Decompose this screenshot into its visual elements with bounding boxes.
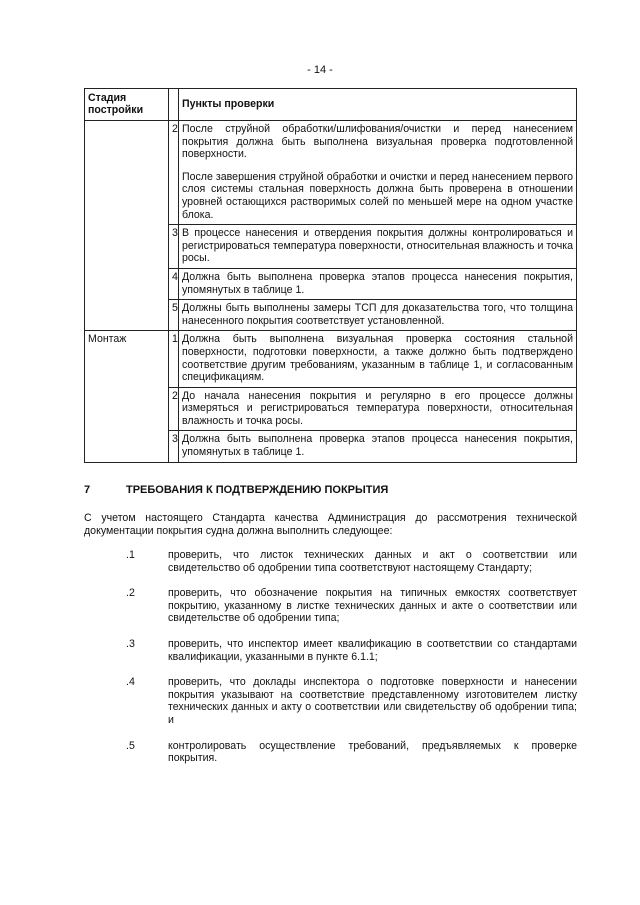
check-text [179, 387, 577, 431]
list-item [84, 549, 577, 574]
page-number: - 14 - [307, 64, 333, 76]
table-row [85, 331, 577, 387]
list-item [84, 587, 577, 625]
list-item [84, 740, 577, 765]
row-number: 2 [169, 387, 179, 431]
item-number: .2 [126, 587, 135, 600]
check-paragraph: Должна быть выполнена визуальная проверка состояния стальной поверхности, подготовки поверхности, а также должно быть подтверждено соответствие другим требованиям, указанным в таблице 1, и согласованным спецификациям. [182, 333, 573, 384]
check-text [179, 268, 577, 299]
check-text [179, 331, 577, 387]
inspection-table [84, 88, 577, 463]
list-item [84, 676, 577, 726]
stage-cell: Монтаж [85, 331, 169, 462]
header-stage: Стадия постройки [85, 89, 169, 121]
check-paragraph: После завершения струйной обработки и очистки и перед нанесением первого слоя системы стальная поверхность должна быть проверена в отношении уровней остающихся растворимых солей по меньшей мере на одном участке блока. [182, 170, 573, 221]
check-paragraph: В процессе нанесения и отвердения покрытия должны контролироваться и регистрироваться температура поверхности, относительная влажность и точка росы. [182, 227, 573, 265]
item-number: .1 [126, 549, 135, 561]
item-text: проверить, что доклады инспектора о подготовке поверхности и нанесении покрытия указывают на соответствие представленному изготовителем листку технических данных и акту о соответствии или свидетельству об одобрении типа; и [168, 676, 577, 726]
check-paragraph: Должны быть выполнены замеры ТСП для доказательства того, что толщина нанесенного покрытия соответствует установленной. [182, 302, 573, 327]
header-num [169, 89, 179, 121]
check-paragraph: До начала нанесения покрытия и регулярно в его процессе должны измеряться и регистрироваться температура поверхности, относительная влажность и точка росы. [182, 389, 573, 427]
row-number: 2 [169, 121, 179, 225]
list-item [84, 638, 577, 663]
item-text: проверить, что инспектор имеет квалификацию в соответствии со стандартами квалификации, указанными в пункте 6.1.1; [168, 637, 577, 663]
check-text [179, 225, 577, 269]
stage-cell [85, 121, 169, 331]
section-heading [84, 484, 577, 497]
item-text: проверить, что листок технических данных и акт о соответствии или свидетельство об одобрении типа соответствуют настоящему Стандарту; [168, 549, 577, 574]
table-header-row [85, 89, 577, 121]
header-points: Пункты проверки [179, 89, 577, 121]
section-intro: С учетом настоящего Стандарта качества Администрация до рассмотрения технической документации покрытия судна должна выполнить следующее: [84, 512, 577, 537]
item-number: .4 [126, 676, 135, 689]
check-text [179, 431, 577, 462]
check-text [179, 121, 577, 225]
row-number: 4 [169, 268, 179, 299]
section-number: 7 [84, 484, 91, 496]
item-text: контролировать осуществление требований, предъявляемых к проверке покрытия. [168, 739, 577, 765]
check-paragraph: Должна быть выполнена проверка этапов процесса нанесения покрытия, упомянутых в таблице 1. [182, 433, 573, 459]
section-title: ТРЕБОВАНИЯ К ПОДТВЕРЖДЕНИЮ ПОКРЫТИЯ [126, 484, 389, 496]
item-number: .3 [126, 637, 135, 650]
table-row [85, 121, 577, 225]
check-text [179, 300, 577, 331]
row-number: 1 [169, 331, 179, 387]
item-text: проверить, что обозначение покрытия на типичных емкостях соответствует покрытию, указанному в листке технических данных и акте о соответствии или свидетельстве об одобрении типа; [168, 587, 577, 625]
row-number: 3 [169, 431, 179, 462]
row-number: 5 [169, 300, 179, 331]
row-number: 3 [169, 225, 179, 269]
check-paragraph: Должна быть выполнена проверка этапов процесса нанесения покрытия, упомянутых в таблице 1. [182, 270, 573, 296]
item-number: .5 [126, 739, 135, 752]
requirements-list [84, 549, 577, 765]
check-paragraph: После струйной обработки/шлифования/очистки и перед нанесением покрытия должна быть выполнена визуальная проверка подготовленной поверхности. [182, 123, 573, 161]
